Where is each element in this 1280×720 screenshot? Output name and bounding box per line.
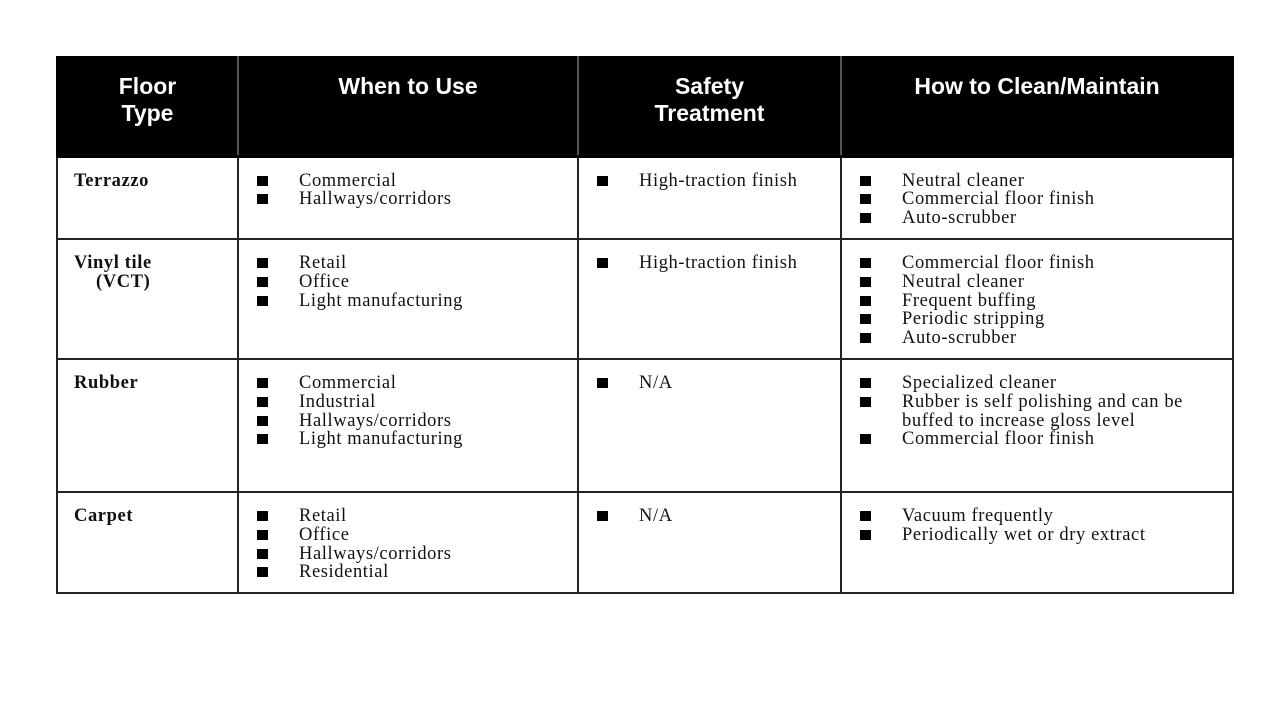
when-to-use-cell (238, 239, 578, 359)
square-bullet-icon (257, 397, 268, 407)
header-when-to-use: When to Use (238, 56, 578, 156)
list-item: Neutral cleaner (858, 172, 1222, 191)
table-row (57, 156, 1233, 239)
list-item: Commercial (255, 172, 567, 191)
floor-type-sublabel: (VCT) (96, 271, 151, 292)
list-item: High-traction finish (595, 172, 830, 191)
how-to-clean-cell (841, 239, 1233, 359)
header-floor-type: Floor Type (57, 56, 238, 156)
square-bullet-icon (860, 314, 871, 324)
list-item: Commercial floor finish (858, 190, 1222, 209)
list-item: Hallways/corridors (255, 412, 567, 431)
square-bullet-icon (860, 378, 871, 388)
how-to-clean-cell (841, 156, 1233, 239)
square-bullet-icon (257, 549, 268, 559)
floor-type-cell: Rubber (57, 359, 238, 492)
list-item: Vacuum frequently (858, 507, 1222, 526)
when-to-use-cell (238, 156, 578, 239)
list-item: High-traction finish (595, 254, 830, 273)
list-item: Hallways/corridors (255, 545, 567, 564)
list-item: Hallways/corridors (255, 190, 567, 209)
list-item: Industrial (255, 393, 567, 412)
square-bullet-icon (860, 511, 871, 521)
list-item: Retail (255, 254, 567, 273)
list-item: Commercial floor finish (858, 254, 1222, 273)
header-safety-treatment: Safety Treatment (578, 56, 841, 156)
square-bullet-icon (257, 378, 268, 388)
square-bullet-icon (597, 176, 608, 186)
list-item: Periodically wet or dry extract (858, 526, 1222, 545)
list-item: Retail (255, 507, 567, 526)
how-to-clean-cell (841, 359, 1233, 492)
list-item: Neutral cleaner (858, 273, 1222, 292)
square-bullet-icon (257, 416, 268, 426)
square-bullet-icon (257, 277, 268, 287)
list-item: N/A (595, 374, 830, 393)
safety-treatment-cell (578, 239, 841, 359)
table-row (57, 492, 1233, 593)
floor-type-cell: Carpet (57, 492, 238, 593)
list-item: Rubber is self polishing and can be buffed to increase gloss level (858, 393, 1222, 431)
square-bullet-icon (257, 530, 268, 540)
square-bullet-icon (257, 434, 268, 444)
square-bullet-icon (860, 213, 871, 223)
list-item: Periodic stripping (858, 310, 1222, 329)
table-row (57, 359, 1233, 492)
how-to-clean-cell (841, 492, 1233, 593)
square-bullet-icon (860, 333, 871, 343)
list-item: Frequent buffing (858, 292, 1222, 311)
list-item: Light manufacturing (255, 430, 567, 449)
header-how-to-clean: How to Clean/Maintain (841, 56, 1233, 156)
list-item: Commercial floor finish (858, 430, 1222, 449)
floor-type-label: Vinyl tile (74, 253, 152, 273)
square-bullet-icon (257, 258, 268, 268)
list-item: N/A (595, 507, 830, 526)
square-bullet-icon (597, 511, 608, 521)
list-item: Auto-scrubber (858, 329, 1222, 348)
list-item: Office (255, 526, 567, 545)
square-bullet-icon (860, 530, 871, 540)
floor-type-cell (57, 239, 238, 359)
square-bullet-icon (860, 277, 871, 287)
safety-treatment-cell (578, 359, 841, 492)
square-bullet-icon (257, 567, 268, 577)
square-bullet-icon (860, 397, 871, 407)
square-bullet-icon (860, 434, 871, 444)
when-to-use-cell (238, 359, 578, 492)
list-item: Commercial (255, 374, 567, 393)
square-bullet-icon (860, 176, 871, 186)
table-row (57, 239, 1233, 359)
floor-care-table (56, 56, 1234, 594)
list-item: Auto-scrubber (858, 209, 1222, 228)
square-bullet-icon (257, 194, 268, 204)
square-bullet-icon (597, 378, 608, 388)
square-bullet-icon (257, 296, 268, 306)
square-bullet-icon (257, 511, 268, 521)
list-item: Residential (255, 563, 567, 582)
list-item: Office (255, 273, 567, 292)
list-item: Specialized cleaner (858, 374, 1222, 393)
square-bullet-icon (860, 258, 871, 268)
floor-type-cell: Terrazzo (57, 156, 238, 239)
safety-treatment-cell (578, 156, 841, 239)
when-to-use-cell (238, 492, 578, 593)
table-header-row (57, 56, 1233, 156)
square-bullet-icon (860, 194, 871, 204)
safety-treatment-cell (578, 492, 841, 593)
list-item: Light manufacturing (255, 292, 567, 311)
square-bullet-icon (257, 176, 268, 186)
square-bullet-icon (860, 296, 871, 306)
square-bullet-icon (597, 258, 608, 268)
